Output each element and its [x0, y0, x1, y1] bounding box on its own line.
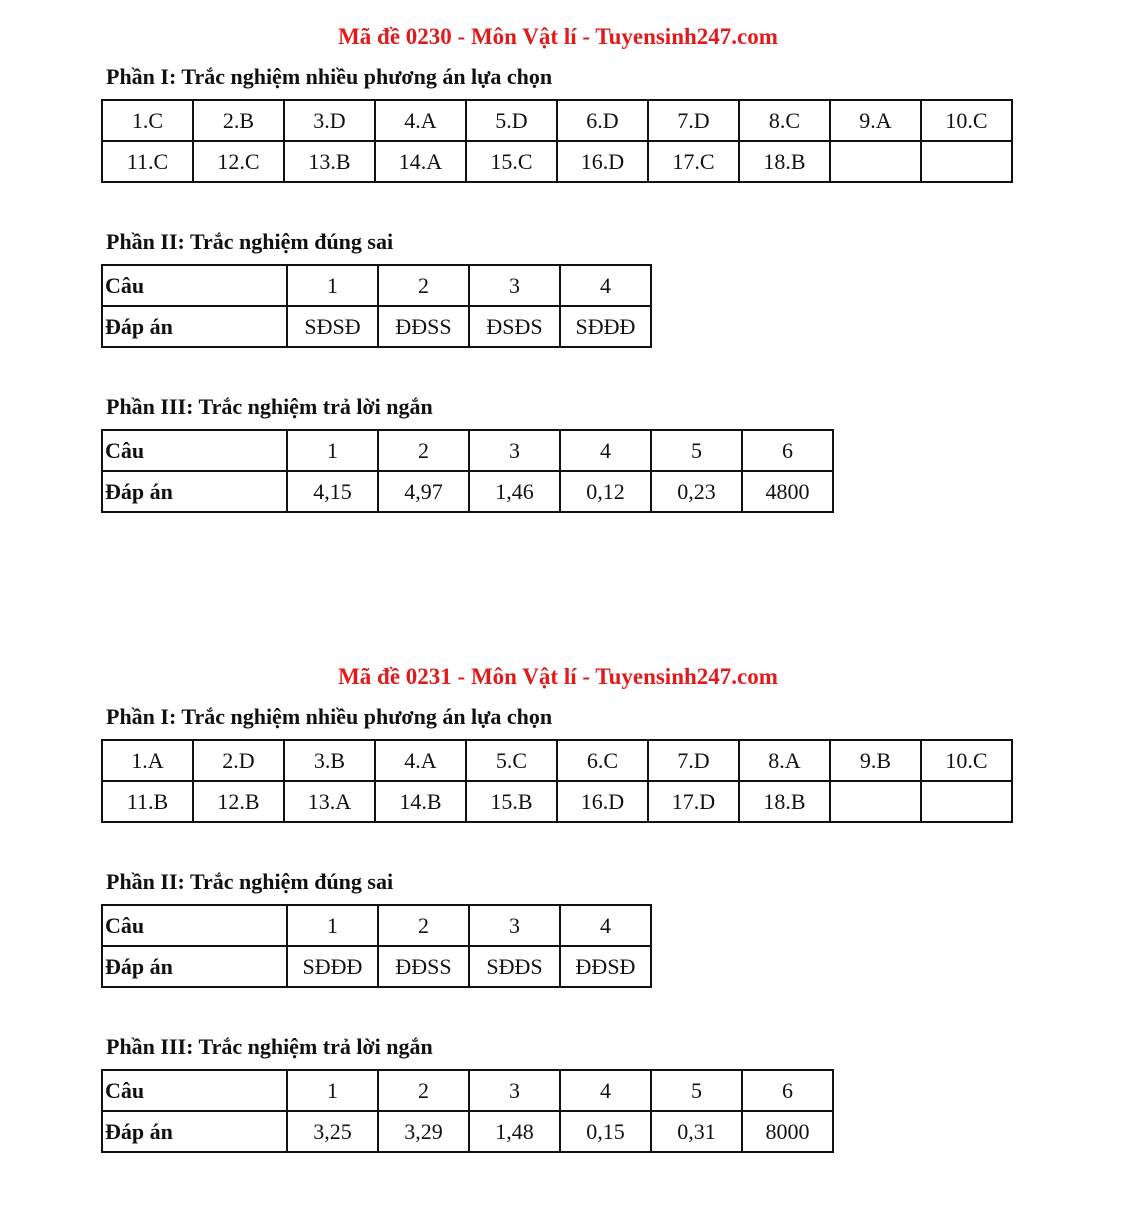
answer-cell: 3.B — [284, 740, 375, 781]
question-cell: 1 — [287, 1070, 378, 1111]
row-label: Đáp án — [102, 306, 287, 347]
answer-cell: 13.B — [284, 141, 375, 182]
answer-cell: 10.C — [921, 100, 1012, 141]
question-cell: 3 — [469, 905, 560, 946]
answer-cell: SĐĐĐ — [287, 946, 378, 987]
answer-cell: ĐĐSS — [378, 306, 469, 347]
part2-answer-table — [101, 904, 652, 988]
table-row — [102, 265, 651, 306]
answer-cell: 7.D — [648, 740, 739, 781]
part1-heading: Phần I: Trắc nghiệm nhiều phương án lựa chọn — [106, 704, 553, 729]
answer-cell: 12.B — [193, 781, 284, 822]
table-row — [102, 471, 833, 512]
table-row — [102, 740, 1012, 781]
question-cell: 5 — [651, 1070, 742, 1111]
question-cell: 4 — [560, 1070, 651, 1111]
question-cell: 2 — [378, 430, 469, 471]
exam-title: Mã đề 0231 - Môn Vật lí - Tuyensinh247.com — [338, 664, 778, 689]
answer-cell: 10.C — [921, 740, 1012, 781]
answer-cell: 6.C — [557, 740, 648, 781]
table-row — [102, 141, 1012, 182]
table-row — [102, 1070, 833, 1111]
answer-cell: 8.C — [739, 100, 830, 141]
answer-cell: 4,97 — [378, 471, 469, 512]
answer-cell: 3,29 — [378, 1111, 469, 1152]
table-row — [102, 430, 833, 471]
question-cell: 2 — [378, 905, 469, 946]
answer-cell: 18.B — [739, 781, 830, 822]
answer-cell: SĐĐĐ — [560, 306, 651, 347]
question-cell: 6 — [742, 430, 833, 471]
table-row — [102, 781, 1012, 822]
row-label: Câu — [102, 265, 287, 306]
answer-cell: ĐSĐS — [469, 306, 560, 347]
question-cell: 1 — [287, 430, 378, 471]
question-cell: 4 — [560, 265, 651, 306]
part3-answer-table — [101, 1069, 834, 1153]
answer-cell: 3.D — [284, 100, 375, 141]
answer-cell: ĐĐSS — [378, 946, 469, 987]
answer-cell: 13.A — [284, 781, 375, 822]
exam-title: Mã đề 0230 - Môn Vật lí - Tuyensinh247.com — [338, 24, 778, 49]
answer-cell: 8.A — [739, 740, 830, 781]
answer-cell: 4,15 — [287, 471, 378, 512]
answer-cell: 12.C — [193, 141, 284, 182]
answer-cell: 5.D — [466, 100, 557, 141]
table-row — [102, 306, 651, 347]
part3-heading: Phần III: Trắc nghiệm trả lời ngắn — [106, 1034, 433, 1059]
answer-cell: 1.A — [102, 740, 193, 781]
answer-cell: 11.C — [102, 141, 193, 182]
table-row — [102, 1111, 833, 1152]
question-cell: 1 — [287, 265, 378, 306]
table-row — [102, 905, 651, 946]
answer-cell: SĐĐS — [469, 946, 560, 987]
part1-heading: Phần I: Trắc nghiệm nhiều phương án lựa chọn — [106, 64, 553, 89]
row-label: Câu — [102, 905, 287, 946]
answer-cell: 2.D — [193, 740, 284, 781]
answer-cell: 1,48 — [469, 1111, 560, 1152]
answer-cell: 1.C — [102, 100, 193, 141]
answer-cell — [830, 781, 921, 822]
answer-cell: 18.B — [739, 141, 830, 182]
question-cell: 6 — [742, 1070, 833, 1111]
answer-cell: 17.D — [648, 781, 739, 822]
answer-cell: SĐSĐ — [287, 306, 378, 347]
answer-cell: 4800 — [742, 471, 833, 512]
question-cell: 5 — [651, 430, 742, 471]
answer-cell: 4.A — [375, 740, 466, 781]
row-label: Câu — [102, 430, 287, 471]
answer-cell: 14.A — [375, 141, 466, 182]
answer-cell: 15.B — [466, 781, 557, 822]
answer-cell: 16.D — [557, 141, 648, 182]
answer-cell: 9.B — [830, 740, 921, 781]
question-cell: 3 — [469, 265, 560, 306]
answer-cell: 0,23 — [651, 471, 742, 512]
part2-heading: Phần II: Trắc nghiệm đúng sai — [106, 229, 394, 254]
question-cell: 2 — [378, 265, 469, 306]
answer-cell: 0,31 — [651, 1111, 742, 1152]
row-label: Đáp án — [102, 1111, 287, 1152]
answer-cell: ĐĐSĐ — [560, 946, 651, 987]
answer-cell: 3,25 — [287, 1111, 378, 1152]
question-cell: 4 — [560, 905, 651, 946]
answer-cell: 1,46 — [469, 471, 560, 512]
answer-cell: 5.C — [466, 740, 557, 781]
question-cell: 4 — [560, 430, 651, 471]
answer-cell: 2.B — [193, 100, 284, 141]
answer-cell: 9.A — [830, 100, 921, 141]
answer-cell — [830, 141, 921, 182]
answer-cell — [921, 141, 1012, 182]
part2-heading: Phần II: Trắc nghiệm đúng sai — [106, 869, 394, 894]
answer-cell: 14.B — [375, 781, 466, 822]
answer-cell: 7.D — [648, 100, 739, 141]
question-cell: 1 — [287, 905, 378, 946]
answer-cell: 15.C — [466, 141, 557, 182]
table-row — [102, 100, 1012, 141]
part1-answer-table — [101, 99, 1013, 183]
answer-cell — [921, 781, 1012, 822]
answer-cell: 17.C — [648, 141, 739, 182]
answer-cell: 8000 — [742, 1111, 833, 1152]
answer-cell: 0,12 — [560, 471, 651, 512]
answer-cell: 6.D — [557, 100, 648, 141]
answer-cell: 16.D — [557, 781, 648, 822]
part1-answer-table — [101, 739, 1013, 823]
row-label: Câu — [102, 1070, 287, 1111]
part3-heading: Phần III: Trắc nghiệm trả lời ngắn — [106, 394, 433, 419]
row-label: Đáp án — [102, 946, 287, 987]
answer-cell: 4.A — [375, 100, 466, 141]
table-row — [102, 946, 651, 987]
question-cell: 2 — [378, 1070, 469, 1111]
answer-cell: 11.B — [102, 781, 193, 822]
part2-answer-table — [101, 264, 652, 348]
question-cell: 3 — [469, 1070, 560, 1111]
row-label: Đáp án — [102, 471, 287, 512]
question-cell: 3 — [469, 430, 560, 471]
part3-answer-table — [101, 429, 834, 513]
answer-cell: 0,15 — [560, 1111, 651, 1152]
